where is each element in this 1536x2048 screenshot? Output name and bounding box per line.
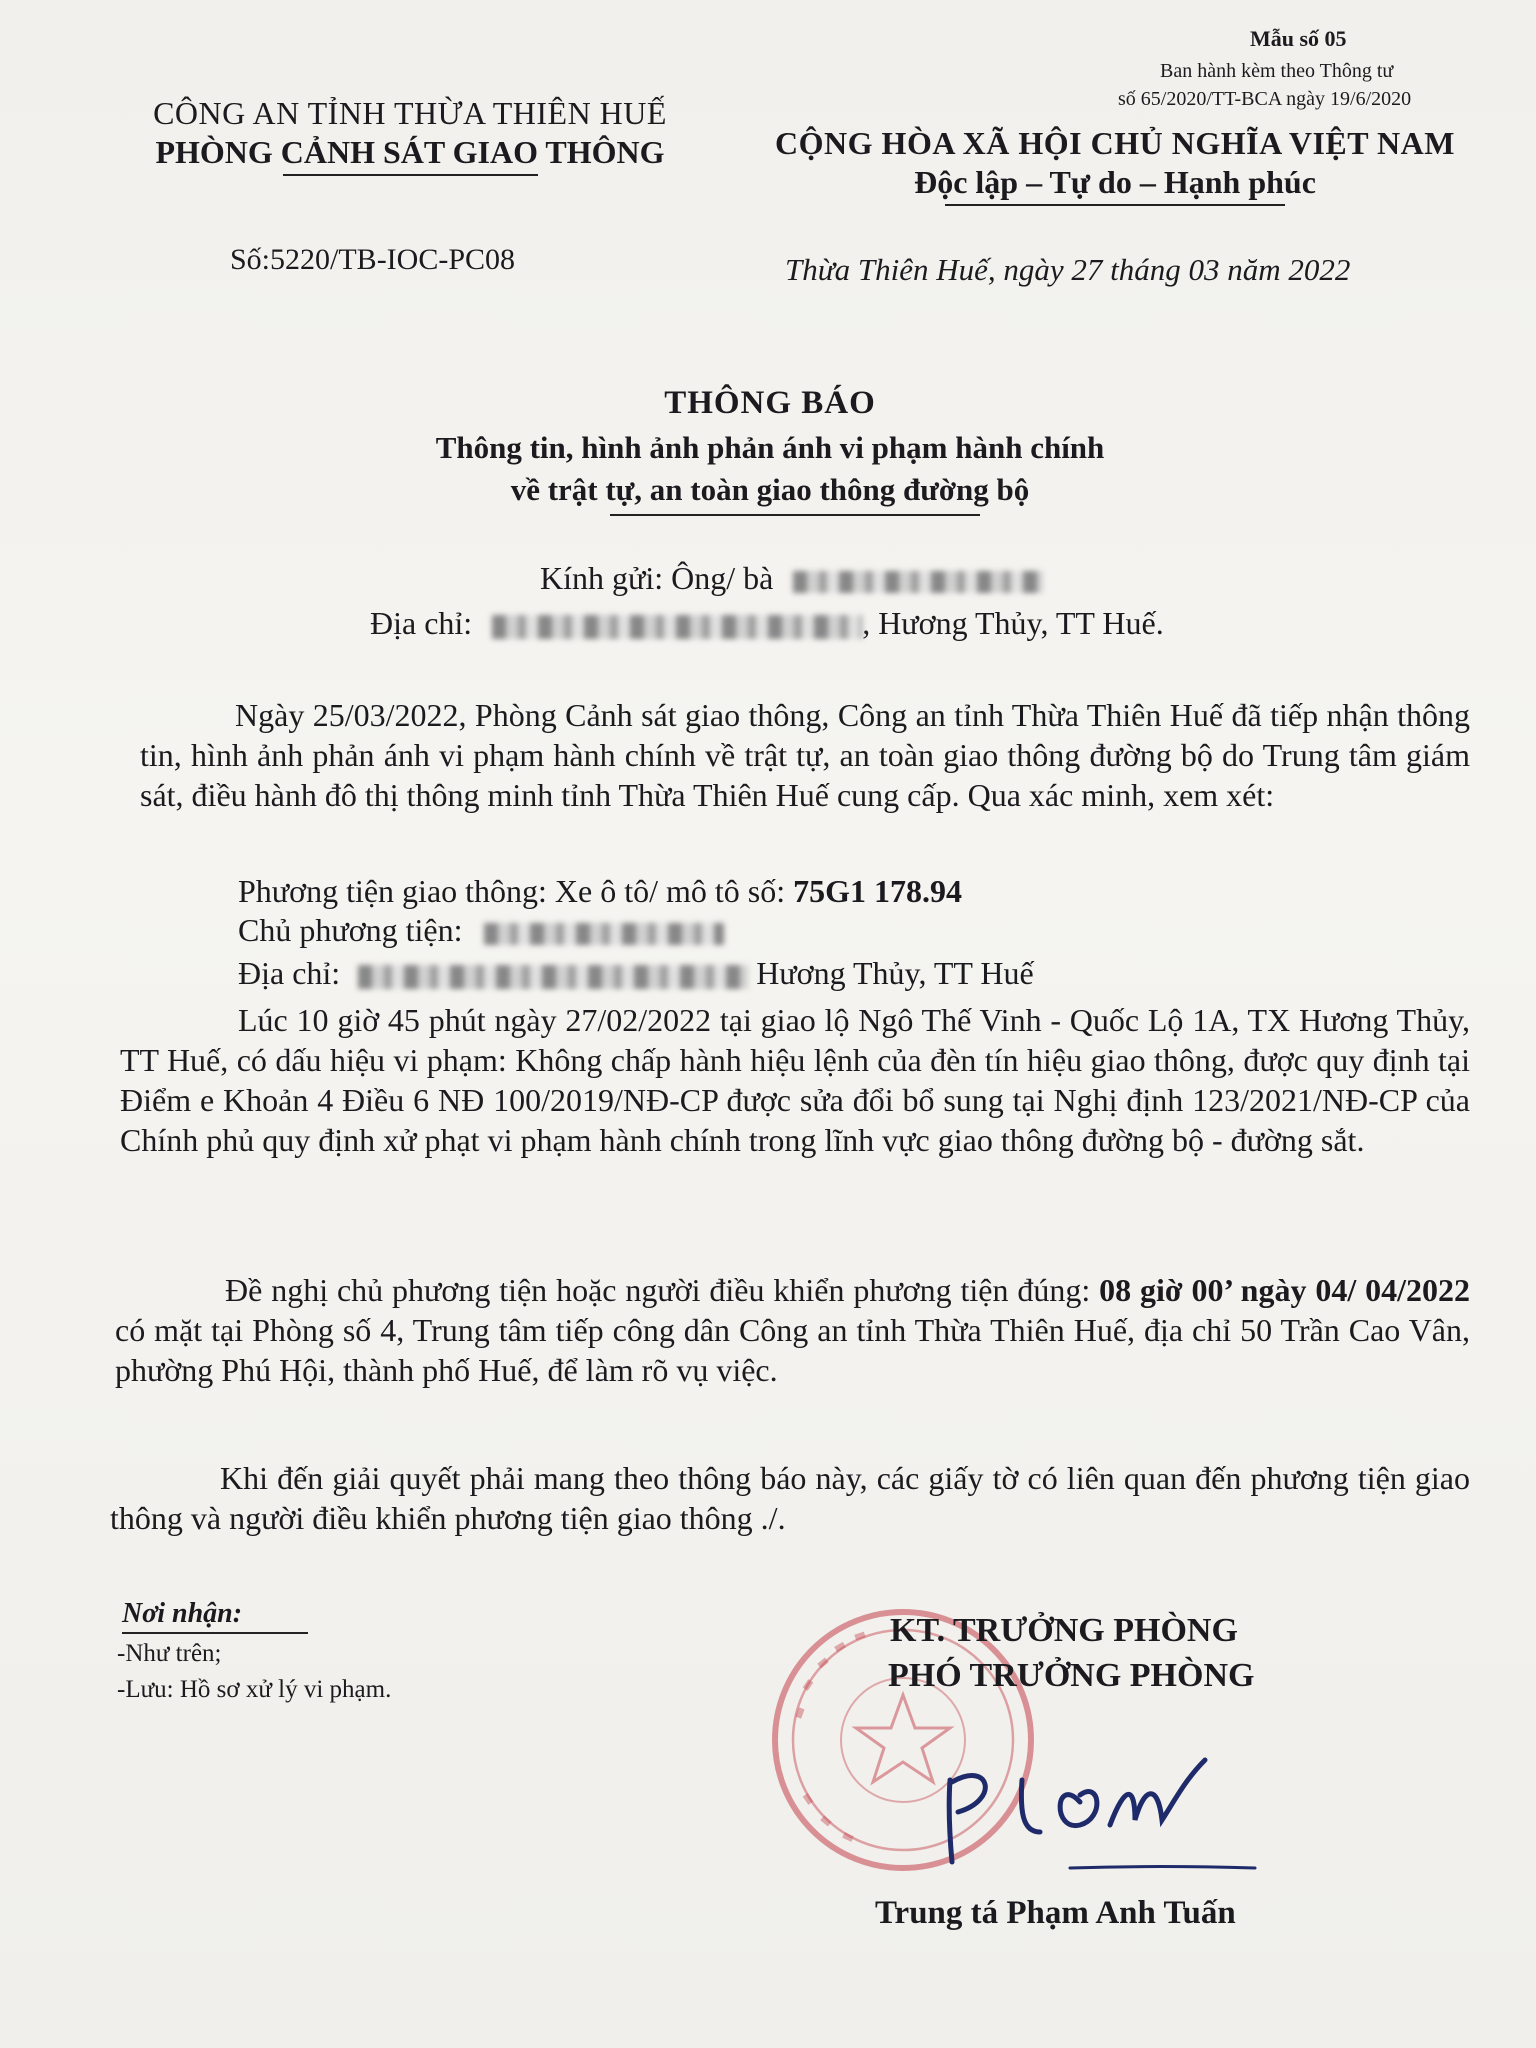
owner-label: Chủ phương tiện: [238,912,463,948]
owner-address-tail: Hương Thủy, TT Huế [748,955,1034,991]
agency-header [110,95,710,176]
vehicle-label: Phương tiện giao thông: Xe ô tô/ mô tô số: [238,873,794,909]
redacted-name [793,571,1043,593]
owner-address-label: Địa chỉ: [238,955,341,991]
place-date: Thừa Thiên Huế, ngày 27 tháng 03 năm 2022 [785,252,1351,287]
form-number: Mẫu số 05 [1250,26,1347,51]
title-main: THÔNG BÁO [664,385,876,421]
address-label: Địa chỉ: [370,605,473,641]
title-sub2: về trật tự, an toàn giao thông đường bộ [510,472,1030,507]
signature-title-line1: KT. TRƯỞNG PHÒNG [890,1612,1238,1649]
summons-time: 08 giờ 00’ ngày 04/ 04/2022 [1099,1272,1471,1308]
redacted-owner [484,923,724,945]
title-underline [610,514,980,516]
agency-unit: PHÒNG CẢNH SÁT GIAO THÔNG [155,134,665,170]
signature-title-line2: PHÓ TRƯỞNG PHÒNG [888,1657,1255,1694]
paragraph-intro: Ngày 25/03/2022, Phòng Cảnh sát giao thông, Công an tỉnh Thừa Thiên Huế đã tiếp nhận thông tin, hình ảnh phản ánh vi phạm hành chính về trật tự, an toàn giao thông đường bộ do Trung tâm giám sát, điều hành đô thị thông minh tỉnh Thừa Thiên Huế cung cấp. Qua xác minh, xem xét: [140,697,1470,813]
recipient-item: -Lưu: Hồ sơ xử lý vi phạm. [117,1676,392,1703]
salutation: Kính gửi: Ông/ bà [540,560,774,596]
vehicle-line [238,873,962,910]
recipients-heading-underline [122,1632,308,1634]
form-note-line2: số 65/2020/TT-BCA ngày 19/6/2020 [1118,88,1412,110]
agency-underline [283,174,538,176]
recipient-address-line [370,605,1164,642]
document-number: Số:5220/TB-IOC-PC08 [230,243,516,276]
vehicle-plate: 75G1 178.94 [793,873,963,909]
recipient-item: -Như trên; [117,1640,222,1667]
nation-header [730,125,1500,206]
address-tail: , Hương Thủy, TT Huế. [862,605,1164,641]
nation-motto: Độc lập – Tự do – Hạnh phúc [914,164,1316,200]
summons-pre: Đề nghị chủ phương tiện hoặc người điều khiển phương tiện đúng: [225,1272,1100,1308]
owner-line [238,912,724,949]
signer-name: Trung tá Phạm Anh Tuấn [875,1895,1236,1931]
nation-name: CỘNG HÒA XÃ HỘI CHỦ NGHĨA VIỆT NAM [775,125,1455,161]
recipients-heading: Nơi nhận: [122,1598,243,1629]
paragraph-instructions: Khi đến giải quyết phải mang theo thông báo này, các giấy tờ có liên quan đến phương tiện giao thông và người điều khiển phương tiện giao thông ./. [110,1460,1470,1536]
summons-post: có mặt tại Phòng số 4, Trung tâm tiếp công dân Công an tỉnh Thừa Thiên Huế, địa chỉ 50 Trần Cao Vân, phường Phú Hội, thành phố Huế, để làm rõ vụ việc. [115,1312,1470,1388]
redacted-address [492,615,862,639]
paragraph-summons [115,1270,1470,1390]
title-sub1: Thông tin, hình ảnh phản ánh vi phạm hành chính [435,430,1105,465]
agency-parent: CÔNG AN TỈNH THỪA THIÊN HUẾ [153,95,667,131]
salutation-line [540,560,1043,597]
form-note-line1: Ban hành kèm theo Thông tư [1160,60,1394,82]
motto-underline [945,204,1285,206]
owner-address-line [238,955,1034,992]
notice-title [200,385,1340,516]
paragraph-violation: Lúc 10 giờ 45 phút ngày 27/02/2022 tại giao lộ Ngô Thế Vinh - Quốc Lộ 1A, TX Hương Thủy, TT Huế, có dấu hiệu vi phạm: Không chấp hành hiệu lệnh của đèn tín hiệu giao thông, được quy định tại Điểm e Khoản 4 Điều 6 NĐ 100/2019/NĐ-CP được sửa đổi bổ sung tại Nghị định 123/2021/NĐ-CP của Chính phủ quy định xử phạt vi phạm hành chính trong lĩnh vực giao thông đường bộ - đường sắt. [120,1002,1470,1158]
handwritten-signature [930,1740,1260,1880]
redacted-owner-address [358,965,748,989]
